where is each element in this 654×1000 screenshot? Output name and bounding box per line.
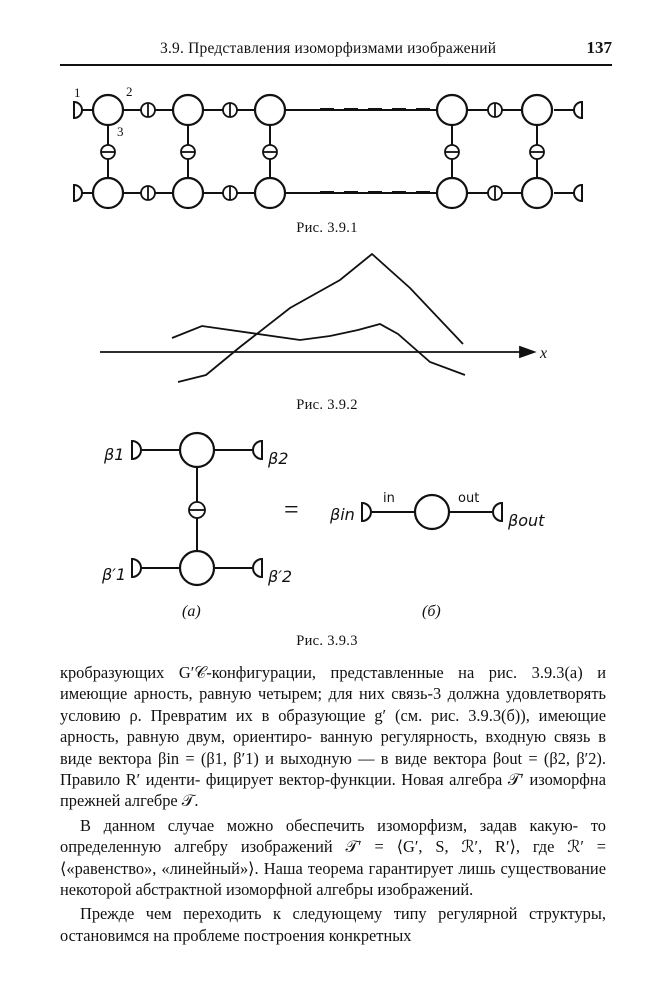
subfigure-b-label: (б)	[422, 603, 441, 620]
generator-a-bottom	[180, 551, 214, 585]
generator-b	[415, 495, 449, 529]
label-2: 2	[126, 84, 133, 99]
beta-in-label: βin	[330, 505, 355, 524]
paragraph-2	[60, 815, 611, 901]
text-line: ванную регулярность, входную связь в виде вектора βin = (β1, β′1)	[60, 727, 611, 768]
beta1-label: β1	[104, 445, 125, 464]
figure-3-9-2	[0, 250, 654, 390]
running-header	[60, 38, 612, 66]
text-line: алгебре 𝒯.	[124, 791, 199, 811]
text-line: то определенную алгебру изображений 𝒯′ = ⟨G′, S, ℛ′, R′⟩,	[60, 815, 611, 857]
text-line: лишь существование некоторой абстрактной изоморфной алгебры	[60, 858, 611, 900]
equals-sign: =	[284, 495, 299, 524]
header-rule	[60, 64, 612, 66]
text-line: и имеющие арность, равную четырем; для них связь-3 должна	[60, 663, 611, 704]
x-axis-label: x	[540, 345, 548, 362]
text-line: удовлетворять условию ρ. Превратим их в образующие g′	[60, 684, 611, 725]
beta1-prime-label: β′1	[102, 565, 127, 584]
ellipsis-dashes	[320, 108, 430, 194]
in-label: in	[383, 491, 395, 506]
paragraph-1	[60, 662, 611, 812]
text-line: Прежде чем переходить к следующему типу регулярной	[80, 904, 518, 924]
text-line: где ℛ′ = ⟨«равенство», «линейный»⟩. Наша теорема гарантирует	[60, 837, 611, 878]
page-number: 137	[586, 38, 612, 57]
beta-out-label: βout	[508, 511, 545, 530]
figure-1-caption: Рис. 3.9.1	[296, 220, 358, 236]
label-3: 3	[117, 124, 124, 139]
figure-3-9-3	[0, 420, 654, 620]
out-label: out	[458, 491, 480, 506]
text-line: фицирует вектор-функции. Новая алгебра 𝒯′ изоморфна прежней	[60, 770, 611, 811]
text-line: В данном случае можно обеспечить изоморфизм, задав какую-	[80, 815, 579, 835]
beta2-label: β2	[268, 449, 289, 468]
generator-a-top	[180, 433, 214, 467]
section-title: 3.9. Представления изоморфизмами изображений	[160, 40, 497, 57]
text-line: (см. рис. 3.9.3(б)), имеющие арность, равную двум, ориентиро-	[60, 705, 611, 747]
label-1: 1	[74, 85, 81, 100]
subfigure-a-label: (а)	[182, 603, 201, 620]
vertical-bond-symbols	[101, 145, 544, 159]
paragraph-3	[60, 903, 611, 946]
text-line: структуры, остановимся на проблеме построения конкретных	[60, 904, 611, 945]
body-text	[60, 662, 611, 946]
figure-2-caption: Рис. 3.9.2	[296, 397, 358, 413]
figure-3-9-1	[0, 70, 654, 230]
beta2-prime-label: β′2	[268, 567, 293, 586]
axis-arrow	[520, 347, 534, 357]
text-line: кробразующих G′𝒞-конфигурации, представленные на рис. 3.9.3(а)	[60, 663, 583, 682]
figure-3-caption: Рис. 3.9.3	[296, 633, 358, 649]
text-line: и выходную — в виде вектора βout = (β2, β′2). Правило R′ иденти-	[60, 748, 611, 790]
text-line: изображений.	[377, 880, 474, 900]
curve-b	[178, 254, 463, 382]
